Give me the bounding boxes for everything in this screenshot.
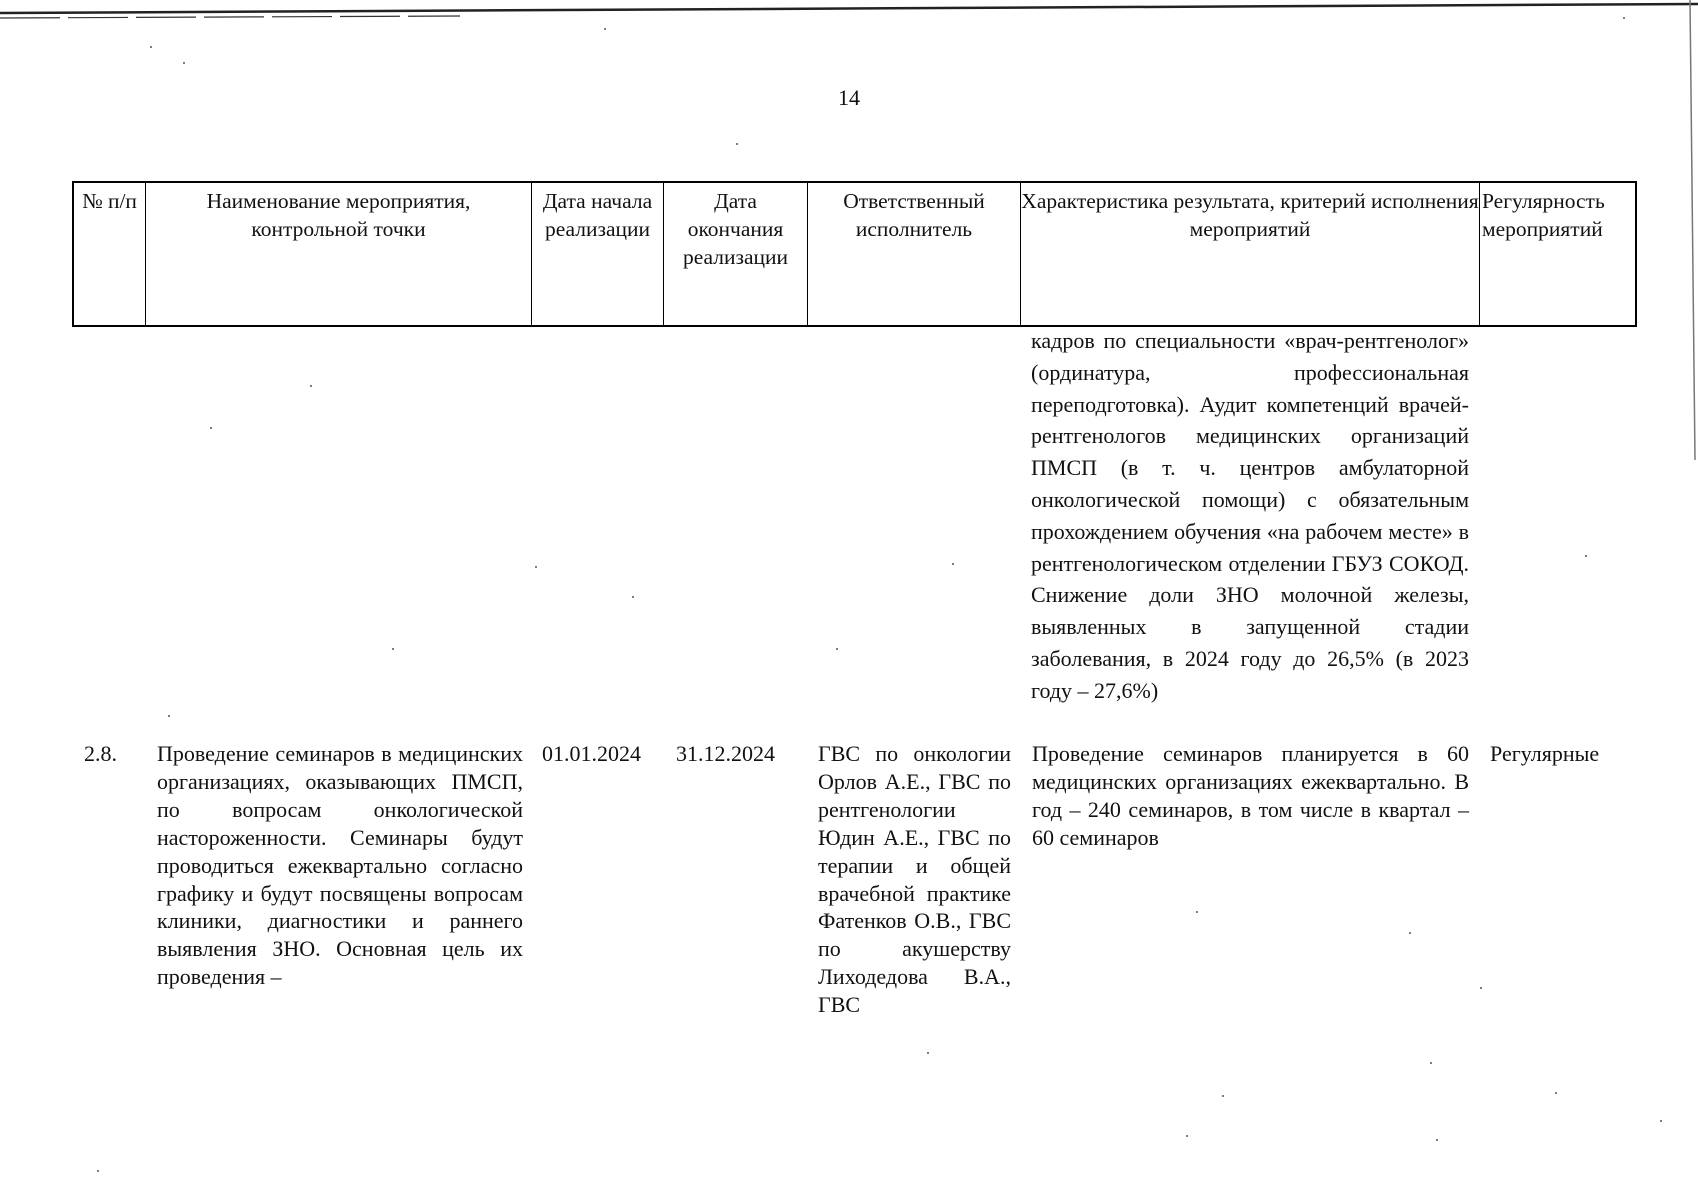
header-end-date: Дата окончания реализации	[664, 183, 808, 325]
row-activity-name: Проведение семинаров в медицинских организациях, оказывающих ПМСП, по вопросам онкологической настороженности. Семинары будут проводиться ежеквартально согласно графику и будут посвящены вопросам клиники, диагностики и раннего выявления ЗНО. Основная цель их проведения –	[157, 741, 523, 990]
row-end-date: 31.12.2024	[676, 741, 775, 766]
header-responsible: Ответственный исполнитель	[808, 183, 1021, 325]
header-start-date: Дата начала реализации	[532, 183, 664, 325]
table-header	[72, 181, 1637, 327]
header-regularity: Регулярность мероприятий	[1482, 189, 1605, 241]
continuation-characteristic-text: кадров по специальности «врач-рентгенолог» (ординатура, профессиональная переподготовка). Аудит компетенций врачей-рентгенологов медицинских организаций ПМСП (в т. ч. центров амбулаторной онкологической помощи) с обязательным прохождением обучения «на рабочем месте» в рентгенологическом отделении ГБУЗ СОКОД. Снижение доли ЗНО молочной железы, выявленных в запущенной стадии заболевания, в 2024 году до 26,5% (в 2023 году – 27,6%)	[1031, 328, 1469, 703]
header-characteristic: Характеристика результата, критерий исполнения мероприятий	[1021, 183, 1480, 325]
row-start-date: 01.01.2024	[542, 741, 641, 766]
row-regularity: Регулярные	[1490, 741, 1600, 766]
row-responsible: ГВС по онкологии Орлов А.Е., ГВС по рентгенологии Юдин А.Е., ГВС по терапии и общей врачебной практике Фатенков О.В., ГВС по акушерству Лиходедова В.А., ГВС	[818, 741, 1011, 1018]
row-number: 2.8.	[84, 741, 117, 766]
scan-edge-right	[1680, 0, 1698, 470]
header-name: Наименование мероприятия, контрольной точки	[146, 183, 532, 325]
row-characteristic: Проведение семинаров планируется в 60 медицинских организациях ежеквартально. В год – 240 семинаров, в том числе в квартал – 60 семинаров	[1032, 741, 1469, 850]
header-num: № п/п	[74, 183, 146, 325]
scan-border-top	[0, 0, 1698, 22]
page-number: 14	[838, 85, 860, 110]
